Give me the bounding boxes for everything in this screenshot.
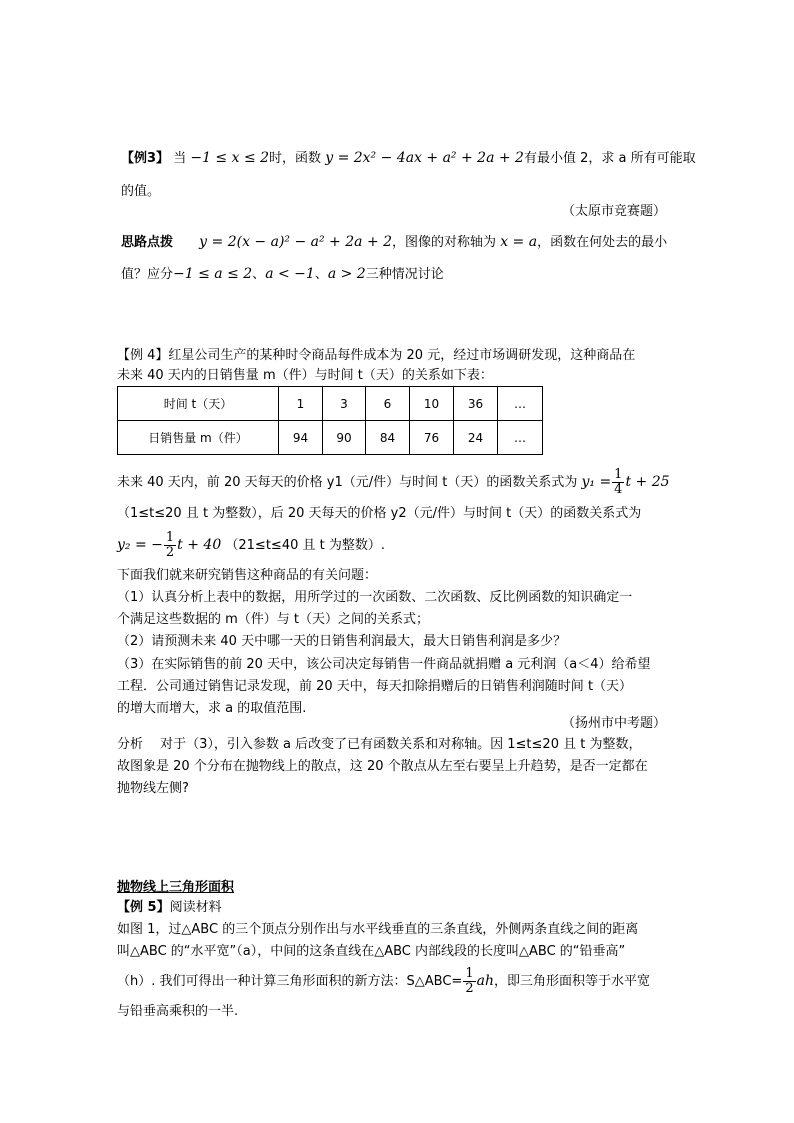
question-intro: 下面我们就来研究销售这种商品的有关问题： xyxy=(117,568,378,583)
ex3-source: （太原市竞赛题） xyxy=(561,204,666,219)
ex3-line2: 的值。 xyxy=(121,184,161,199)
ex5-heading xyxy=(117,898,222,918)
ex5-label: 【例 5】 xyxy=(117,900,170,915)
area-ah: ah xyxy=(476,973,494,989)
y1-denominator: 4 xyxy=(614,482,623,497)
table-cell: 94 xyxy=(279,421,323,455)
ex4-line1 xyxy=(117,346,635,366)
table-cell: 24 xyxy=(454,421,498,455)
table-header-time: 时间 t（天） xyxy=(118,387,279,421)
hint-case-2: a < −1 xyxy=(265,266,315,282)
reading-1: 如图 1，过△ABC 的三个顶点分别作出与水平线垂直的三条直线，外侧两条直线之间的距离 xyxy=(117,922,639,937)
hint-case-3: a > 2 xyxy=(327,266,366,282)
reading-3a: （h）. 我们可得出一种计算三角形面积的新方法：S△ABC= xyxy=(117,974,463,989)
area-denominator: 2 xyxy=(465,981,474,996)
hint-text-1: ，图像的对称轴为 xyxy=(392,235,497,250)
y2-denominator: 2 xyxy=(165,545,175,560)
question-1b: 个满足这些数据的 m（件）与 t（天）之间的关系式； xyxy=(117,612,430,627)
y1-fraction xyxy=(612,468,624,497)
hint-case-1: −1 ≤ a ≤ 2 xyxy=(173,266,253,282)
table-cell: 6 xyxy=(366,387,410,421)
y2-numerator: 1 xyxy=(165,530,175,545)
ex3-condition: −1 ≤ x ≤ 2 xyxy=(190,150,270,166)
ex3-label: 【例3】 xyxy=(121,151,170,166)
sales-table xyxy=(117,386,543,455)
reading-4: 与铅垂高乘积的一半. xyxy=(117,1004,239,1019)
table-cell: 3 xyxy=(323,387,366,421)
question-2: （2）请预测未来 40 天中哪一天的日销售利润最大，最大日销售利润是多少？ xyxy=(117,634,567,649)
y2-fraction xyxy=(164,531,176,560)
section-title: 抛物线上三角形面积 xyxy=(117,880,235,895)
reading-3 xyxy=(117,966,650,997)
ex4-label: 【例 4】 xyxy=(117,348,169,363)
table-cell: 76 xyxy=(410,421,454,455)
y2-lhs: y₂ = − xyxy=(117,537,163,553)
question-3c: 的增大而增大，求 a 的取值范围. xyxy=(117,701,307,716)
table-cell: … xyxy=(498,421,543,455)
table-cell: 1 xyxy=(279,387,323,421)
analysis-1: 分析 对于（3），引入参数 a 后改变了已有函数关系和对称轴。因 1≤t≤20 且 t 为整数， xyxy=(117,737,642,752)
ex4-paragraph-5: （21≤t≤40 且 t 为整数）. xyxy=(225,538,385,553)
y1-rhs: t + 25 xyxy=(625,474,670,490)
ex3-text-3: 有最小值 2，求 a 所有可能取 xyxy=(523,151,696,166)
ex3-text-2: 时，函数 xyxy=(269,151,322,166)
hint-line2-end: 三种情况讨论 xyxy=(365,267,444,282)
table-header-sales: 日销售量 m（件） xyxy=(118,421,279,455)
hint-line2 xyxy=(121,264,444,285)
hint-axis: x = a xyxy=(500,234,538,250)
area-fraction xyxy=(463,967,475,996)
table-cell: 10 xyxy=(410,387,454,421)
ex3-text-1: 当 xyxy=(173,151,187,166)
reading-3b: ，即三角形面积等于水平宽 xyxy=(493,974,650,989)
hint-text-2: ，函数在何处去的最小 xyxy=(537,235,668,250)
table-row xyxy=(118,387,543,421)
hint-sep-2: 、 xyxy=(314,267,328,282)
analysis-3: 抛物线左侧? xyxy=(117,781,189,796)
table-cell: … xyxy=(498,387,543,421)
hint-label: 思路点拨 xyxy=(121,235,174,250)
y1-numerator: 1 xyxy=(614,467,623,482)
analysis-2: 故图象是 20 个分布在抛物线上的散点，这 20 个散点从左至右要呈上升趋势，是否一定都在 xyxy=(117,759,648,774)
hint-equation: y = 2(x − a)² − a² + 2a + 2 xyxy=(199,234,393,250)
reading-2: 叫△ABC 的“水平宽”（a），中间的这条直线在△ABC 内部线段的长度叫△ABC 的“铅垂高” xyxy=(117,944,626,959)
y1-lhs: y₁ = xyxy=(581,474,612,490)
ex4-paragraph-1: 红星公司生产的某种时令商品每件成本为 20 元，经过市场调研发现，这种商品在 xyxy=(168,348,636,363)
area-numerator: 1 xyxy=(465,966,474,981)
ex3-function: y = 2x² − 4ax + a² + 2a + 2 xyxy=(325,150,524,166)
hint-line1 xyxy=(121,232,667,253)
ex4-paragraph-3 xyxy=(117,467,670,498)
table-cell: 84 xyxy=(366,421,410,455)
ex4-p3-text: 未来 40 天内，前 20 天每天的价格 y1（元/件）与时间 t（天）的函数关系式为 xyxy=(117,475,578,490)
ex3-line1 xyxy=(121,148,696,169)
table-cell: 90 xyxy=(323,421,366,455)
question-3b: 工程．公司通过销售记录发现，前 20 天中，每天扣除捐赠后的日销售利润随时间 t（天） xyxy=(117,679,633,694)
question-1a: （1）认真分析上表中的数据，用所学过的一次函数、二次函数、反比例函数的知识确定一 xyxy=(117,590,633,605)
ex5-title: 阅读材料 xyxy=(169,900,222,915)
y2-rhs: t + 40 xyxy=(177,537,222,553)
table-cell: 36 xyxy=(454,387,498,421)
ex4-source: （扬州市中考题） xyxy=(561,716,666,731)
table-row xyxy=(118,421,543,455)
ex4-paragraph-2: 未来 40 天内的日销售量 m（件）与时间 t（天）的关系如下表： xyxy=(117,368,493,383)
hint-sep-1: 、 xyxy=(252,267,266,282)
hint-line2-text: 值？应分 xyxy=(121,267,174,282)
ex4-paragraph-4: （1≤t≤20 且 t 为整数），后 20 天每天的价格 y2（元/件）与时间 t（天）的函数关系式为 xyxy=(117,506,642,521)
ex4-line-y2 xyxy=(117,530,385,561)
question-3a: （3）在实际销售的前 20 天中，该公司决定每销售一件商品就捐赠 a 元利润（a＜4）给希望 xyxy=(117,657,651,672)
